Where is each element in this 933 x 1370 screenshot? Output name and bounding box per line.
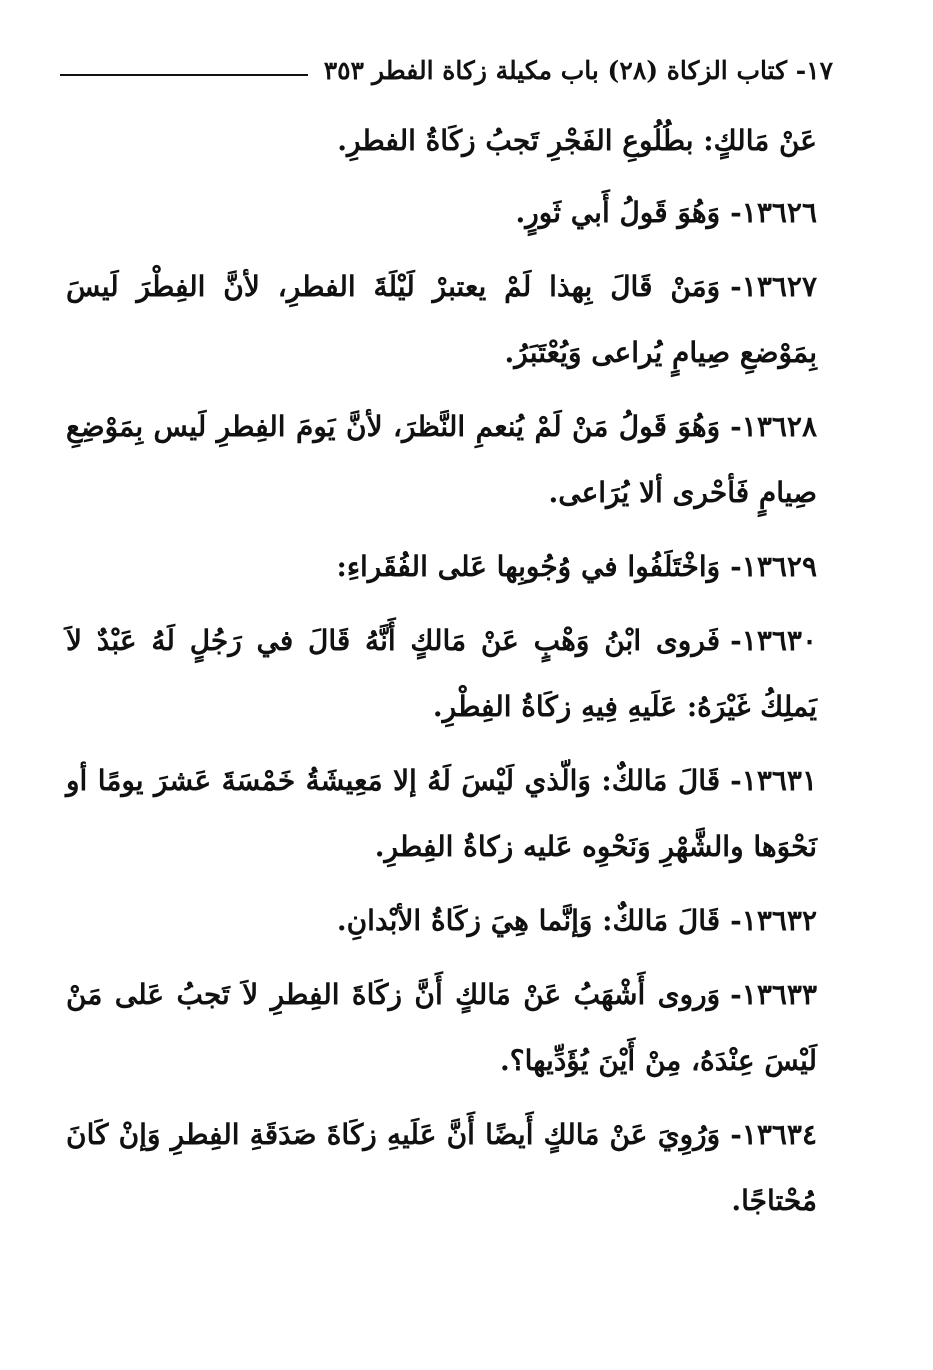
paragraph-number: ١٣٦٢٦- <box>730 196 817 229</box>
paragraph-number: ١٣٦٣٣- <box>730 978 817 1011</box>
paragraph <box>66 748 817 880</box>
paragraph-number: ١٣٦٣١- <box>730 764 817 797</box>
paragraph <box>66 254 817 386</box>
paragraph-number: ١٣٦٢٧- <box>730 270 817 303</box>
paragraph <box>66 608 817 740</box>
header-text <box>324 56 833 85</box>
intro-line: عَنْ مَالكٍ: بطُلُوعِ الفَجْرِ تَجبُ زكَاةُ الفطرِ. <box>337 124 817 157</box>
paragraph-text: وَهُوَ قَولُ مَنْ لَمْ يُنعمِ النَّظرَ، لأنَّ يَومَ الفِطرِ لَيس بِمَوْضِعِ صِيامٍ فَأحْرى ألا يُرَاعى. <box>66 410 817 509</box>
paragraph-text: وَرُوِيَ عَنْ مَالكٍ أَيضًا أَنَّ عَلَيهِ زكَاةَ صَدَقَةِ الفِطرِ وَإنْ كَانَ مُحْتاجًا. <box>66 1118 817 1217</box>
paragraph-text: فَروى ابْنُ وَهْبٍ عَنْ مَالكٍ أَنَّهُ قَالَ في رَجُلٍ لَهُ عَبْدٌ لاَ يَملِكُ غَيْرَهُ: عَلَيهِ فِيهِ زكَاةُ الفِطْرِ. <box>66 624 817 723</box>
paragraph <box>66 394 817 526</box>
paragraph <box>66 962 817 1094</box>
paragraph-text: وَاخْتَلَفُوا في وُجُوبِها عَلى الفُقَراءِ: <box>336 550 721 583</box>
paragraph-number: ١٣٦٣٤- <box>730 1118 818 1151</box>
header-rule <box>60 74 308 76</box>
page-number: ٣٥٣ <box>323 55 364 85</box>
chapter-title: ١٧- كتاب الزكاة (٢٨) باب مكيلة زكاة الفطر <box>372 55 833 85</box>
paragraph-number: ١٣٦٢٩- <box>730 550 817 583</box>
running-header <box>60 50 833 90</box>
paragraph <box>66 888 817 954</box>
paragraph-number: ١٣٦٣٢- <box>730 904 817 937</box>
paragraph-number: ١٣٦٣٠- <box>730 624 817 657</box>
paragraph <box>66 534 817 600</box>
paragraph-text: وَروى أَشْهَبُ عَنْ مَالكٍ أَنَّ زكَاةَ الفِطرِ لاَ تَجبُ عَلى مَنْ لَيْسَ عِنْدَهُ، مِنْ أَيْنَ يُؤَدِّيها؟. <box>66 978 817 1077</box>
paragraph-text: وَهُوَ قَولُ أَبي ثَورٍ. <box>515 196 721 229</box>
paragraph-text: وَمَنْ قَالَ بِهذا لَمْ يعتبرْ لَيْلَةَ الفطرِ، لأنَّ الفِطْرَ لَيسَ بِمَوْضعِ صِيامٍ يُراعى وَيُعْتَبَرُ. <box>66 270 817 369</box>
paragraph <box>66 1102 817 1234</box>
paragraph-number: ١٣٦٢٨- <box>730 410 817 443</box>
paragraph-text: قَالَ مَالكٌ: وَالّذي لَيْسَ لَهُ إلا مَعِيشَةُ خَمْسَةَ عَشرَ يومًا أو نَحْوَها والشَّهْرِ وَنَحْوِه عَليه زكاةُ الفِطرِ. <box>66 764 817 863</box>
paragraph <box>66 180 817 246</box>
body-text <box>66 108 817 1242</box>
paragraph-text: قَالَ مَالكٌ: وَإنَّما هِيَ زكَاةُ الأبْدانِ. <box>336 904 721 937</box>
